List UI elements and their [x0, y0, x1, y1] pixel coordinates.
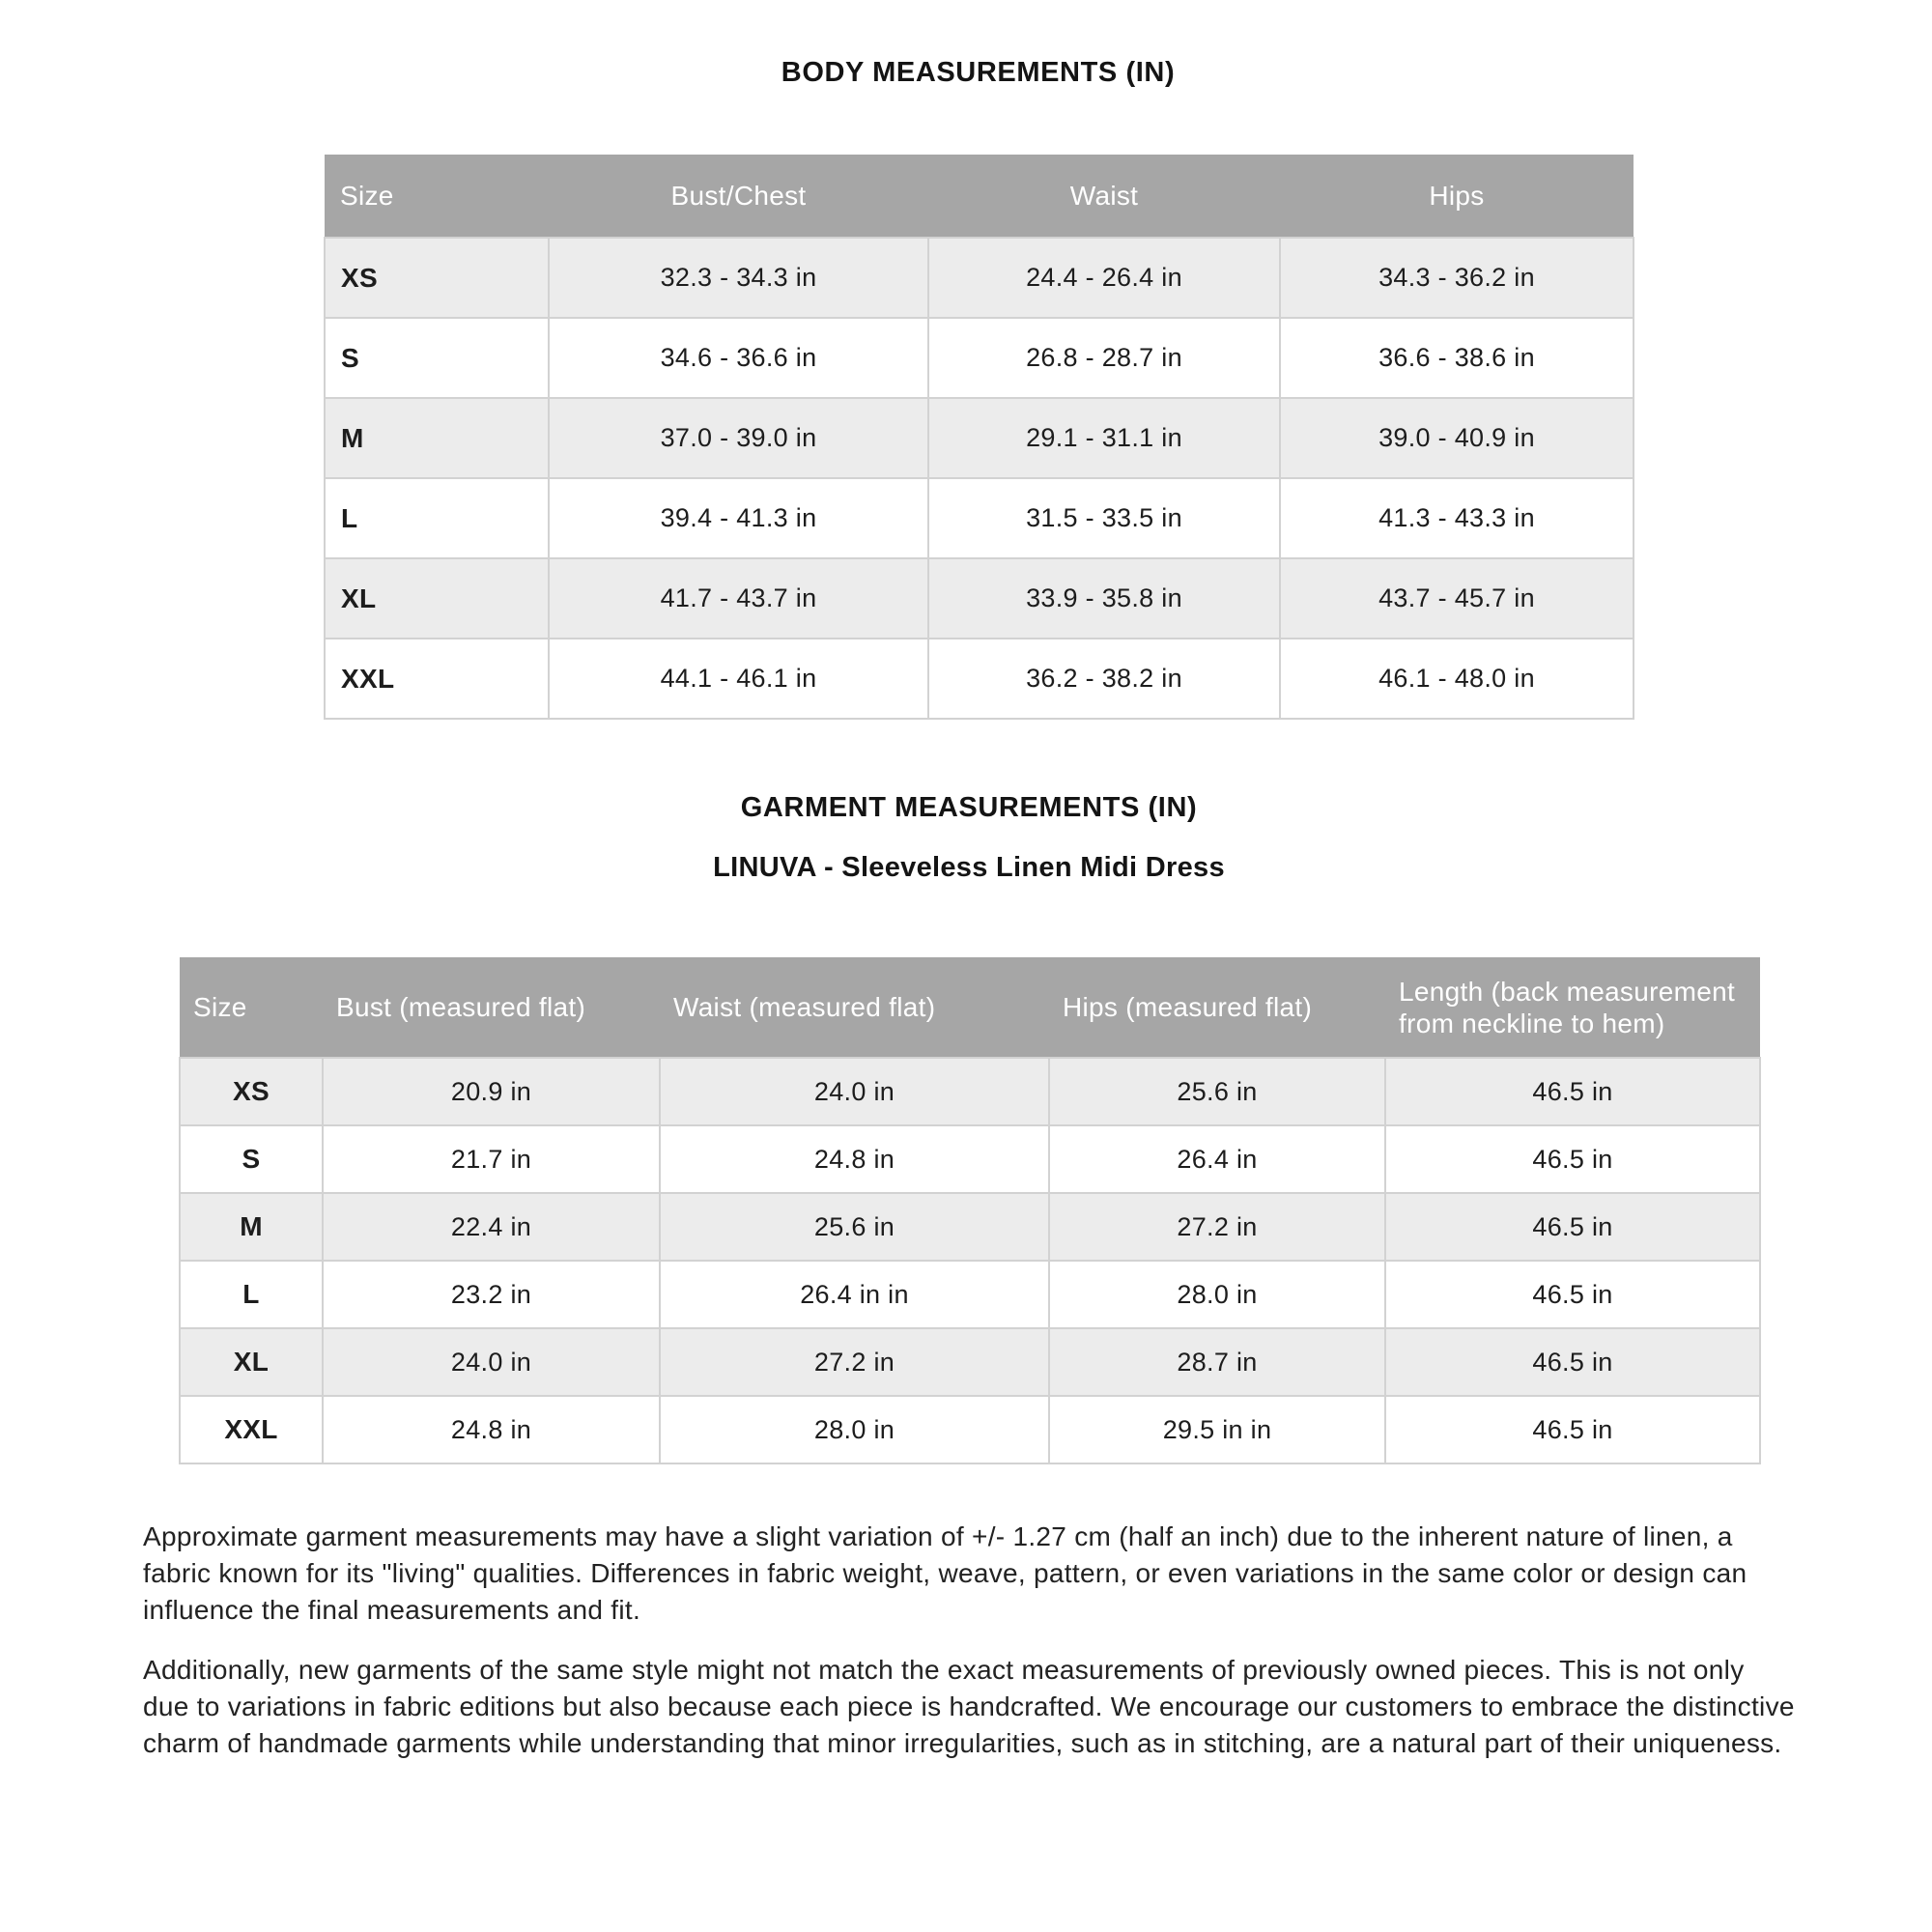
table-row [180, 1261, 1760, 1328]
body-measurements-table [324, 155, 1634, 720]
waist-cell: 26.8 - 28.7 in [928, 318, 1280, 398]
waist-cell: 29.1 - 31.1 in [928, 398, 1280, 478]
column-header-bust-chest: Bust/Chest [549, 155, 928, 238]
hips-cell: 41.3 - 43.3 in [1280, 478, 1634, 558]
garment-product-subtitle: LINUVA - Sleeveless Linen Midi Dress [713, 852, 1225, 883]
length-cell: 46.5 in [1385, 1261, 1760, 1328]
garment-measurements-table [179, 957, 1761, 1464]
bust-cell: 34.6 - 36.6 in [549, 318, 928, 398]
waist-cell: 25.6 in [660, 1193, 1049, 1261]
size-chart-page [0, 56, 1932, 1932]
size-cell: XL [180, 1328, 323, 1396]
waist-cell: 27.2 in [660, 1328, 1049, 1396]
table-row [180, 1058, 1760, 1125]
bust-cell: 39.4 - 41.3 in [549, 478, 928, 558]
table-header-row [325, 155, 1634, 238]
table-row [180, 1193, 1760, 1261]
column-header-hips-flat: Hips (measured flat) [1049, 957, 1385, 1058]
bust-cell: 37.0 - 39.0 in [549, 398, 928, 478]
waist-cell: 26.4 in in [660, 1261, 1049, 1328]
length-cell: 46.5 in [1385, 1193, 1760, 1261]
size-cell: XS [325, 238, 549, 318]
length-cell: 46.5 in [1385, 1328, 1760, 1396]
bust-cell: 24.0 in [323, 1328, 660, 1396]
length-cell: 46.5 in [1385, 1125, 1760, 1193]
column-header-waist-flat: Waist (measured flat) [660, 957, 1049, 1058]
bust-cell: 32.3 - 34.3 in [549, 238, 928, 318]
bust-cell: 21.7 in [323, 1125, 660, 1193]
hips-cell: 43.7 - 45.7 in [1280, 558, 1634, 639]
bust-cell: 41.7 - 43.7 in [549, 558, 928, 639]
measurement-notes [143, 1519, 1797, 1762]
body-measurements-title: BODY MEASUREMENTS (IN) [781, 57, 1176, 88]
size-cell: XXL [180, 1396, 323, 1463]
column-header-bust-flat: Bust (measured flat) [323, 957, 660, 1058]
hips-cell: 29.5 in in [1049, 1396, 1385, 1463]
table-row [180, 1328, 1760, 1396]
length-cell: 46.5 in [1385, 1058, 1760, 1125]
size-cell: S [180, 1125, 323, 1193]
column-header-length: Length (back measurement from neckline to hem) [1385, 957, 1760, 1058]
table-row [325, 318, 1634, 398]
table-row [325, 639, 1634, 719]
size-cell: M [180, 1193, 323, 1261]
length-cell: 46.5 in [1385, 1396, 1760, 1463]
table-row [180, 1125, 1760, 1193]
bust-cell: 20.9 in [323, 1058, 660, 1125]
handmade-note-paragraph: Additionally, new garments of the same style might not match the exact measurements of previously owned pieces. This is not only due to variations in fabric editions but also because each piece is handcrafted. We encourage our customers to embrace the distinctive charm of handmade garments while understanding that minor irregularities, such as in stitching, are a natural part of their uniqueness. [143, 1655, 1795, 1758]
size-cell: M [325, 398, 549, 478]
bust-cell: 22.4 in [323, 1193, 660, 1261]
garment-measurements-title: GARMENT MEASUREMENTS (IN) [740, 792, 1198, 823]
bust-cell: 23.2 in [323, 1261, 660, 1328]
hips-cell: 46.1 - 48.0 in [1280, 639, 1634, 719]
size-cell: XL [325, 558, 549, 639]
column-header-size: Size [180, 957, 323, 1058]
bust-cell: 24.8 in [323, 1396, 660, 1463]
hips-cell: 26.4 in [1049, 1125, 1385, 1193]
hips-cell: 39.0 - 40.9 in [1280, 398, 1634, 478]
column-header-size: Size [325, 155, 549, 238]
size-cell: XXL [325, 639, 549, 719]
hips-cell: 25.6 in [1049, 1058, 1385, 1125]
hips-cell: 27.2 in [1049, 1193, 1385, 1261]
variation-note-paragraph: Approximate garment measurements may have a slight variation of +/- 1.27 cm (half an inch) due to the inherent nature of linen, a fabric known for its "living" qualities. Differences in fabric weight, weave, pattern, or even variations in the same color or design can influence the final measurements and fit. [143, 1521, 1747, 1625]
waist-cell: 24.4 - 26.4 in [928, 238, 1280, 318]
waist-cell: 28.0 in [660, 1396, 1049, 1463]
hips-cell: 34.3 - 36.2 in [1280, 238, 1634, 318]
size-cell: S [325, 318, 549, 398]
table-row [180, 1396, 1760, 1463]
table-row [325, 238, 1634, 318]
column-header-hips: Hips [1280, 155, 1634, 238]
table-row [325, 398, 1634, 478]
table-row [325, 478, 1634, 558]
size-cell: XS [180, 1058, 323, 1125]
waist-cell: 24.0 in [660, 1058, 1049, 1125]
waist-cell: 36.2 - 38.2 in [928, 639, 1280, 719]
column-header-waist: Waist [928, 155, 1280, 238]
waist-cell: 33.9 - 35.8 in [928, 558, 1280, 639]
hips-cell: 28.7 in [1049, 1328, 1385, 1396]
table-row [325, 558, 1634, 639]
hips-cell: 36.6 - 38.6 in [1280, 318, 1634, 398]
bust-cell: 44.1 - 46.1 in [549, 639, 928, 719]
waist-cell: 24.8 in [660, 1125, 1049, 1193]
hips-cell: 28.0 in [1049, 1261, 1385, 1328]
size-cell: L [180, 1261, 323, 1328]
waist-cell: 31.5 - 33.5 in [928, 478, 1280, 558]
table-header-row [180, 957, 1760, 1058]
size-cell: L [325, 478, 549, 558]
